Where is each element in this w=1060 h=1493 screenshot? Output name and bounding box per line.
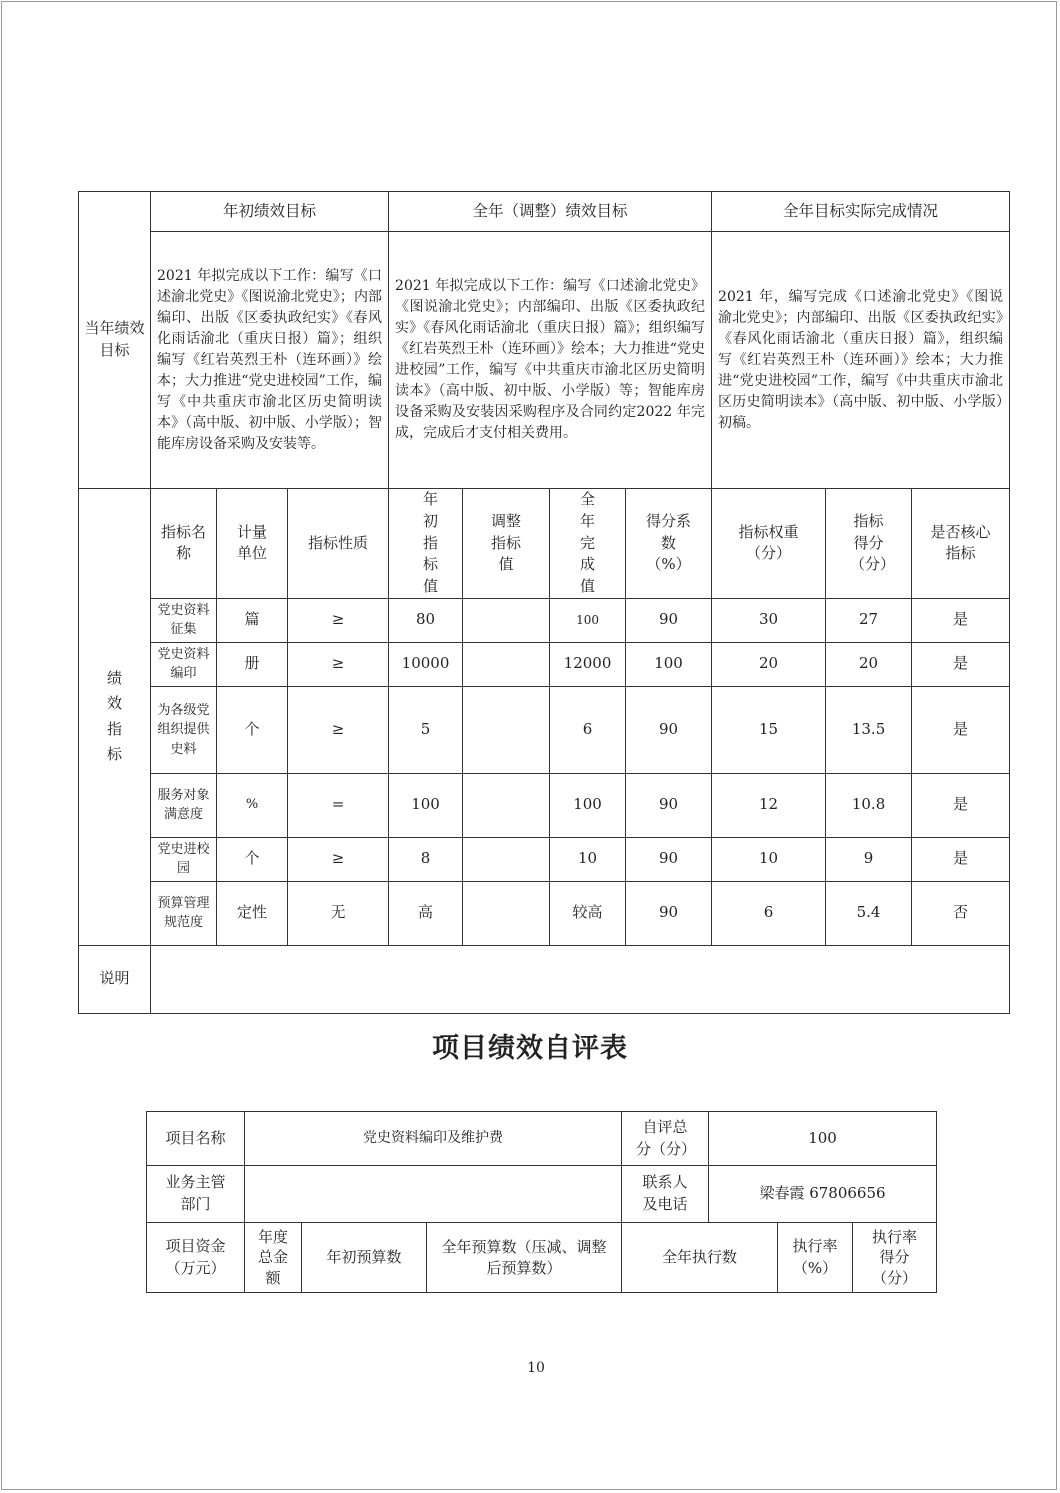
indicator-nature: ≥ — [288, 686, 389, 773]
col-header-initial: 年初绩效目标 — [151, 192, 389, 232]
indicator-row — [79, 837, 1010, 881]
goal-text-actual: 2021 年，编写完成《口述渝北党史》《图说渝北党史》；内部编印、出版《区委执政纪实》《春风化雨话渝北（重庆日报）篇》，组织编写《红岩英烈王朴（连环画）》绘本；大力推进“党史进校园”工作，编写《中共重庆市渝北区历史简明读本》（高中版、初中版、小学版）初稿。 — [712, 232, 1010, 489]
indicator-completed-value: 100 — [550, 773, 626, 837]
section-title: 项目绩效自评表 — [432, 1033, 628, 1064]
indicator-header: 指标得分（分） — [826, 489, 912, 599]
indicator-completed-value: 较高 — [550, 881, 626, 945]
contact-value: 梁春霞 67806656 — [709, 1166, 937, 1223]
indicator-score: 10.8 — [826, 773, 912, 837]
indicator-header: 调整指标值 — [463, 489, 550, 599]
indicator-core: 是 — [912, 598, 1010, 642]
indicator-unit: 篇 — [217, 598, 288, 642]
indicator-initial-value: 10000 — [389, 642, 463, 686]
indicator-score: 27 — [826, 598, 912, 642]
indicator-header: 得分系数（%） — [626, 489, 712, 599]
indicator-name: 党史进校园 — [151, 837, 217, 881]
indicator-header: 指标性质 — [288, 489, 389, 599]
indicator-name: 党史资料征集 — [151, 598, 217, 642]
indicator-score-coef: 90 — [626, 881, 712, 945]
indicator-header: 全年完成值 — [550, 489, 626, 599]
self-score-value: 100 — [709, 1112, 937, 1166]
row-label-goals: 当年绩效目标 — [79, 192, 151, 489]
goal-text-adjusted: 2021 年拟完成以下工作：编写《口述渝北党史》《图说渝北党史》；内部编印、出版《区委执政纪实》《春风化雨话渝北（重庆日报）篇》；组织编写《红岩英烈王朴（连环画）》绘本；大力推进“党史进校园”工作，编写《中共重庆市渝北区历史简明读本》（高中版、初中版、小学版）等；智能库房设备采购及安装因采购程序及合同约定2022 年完成，完成后才支付相关费用。 — [389, 232, 712, 489]
indicator-row — [79, 642, 1010, 686]
indicator-completed-value: 6 — [550, 686, 626, 773]
indicator-unit: 个 — [217, 837, 288, 881]
col-header-adjusted: 全年（调整）绩效目标 — [389, 192, 712, 232]
indicator-core: 是 — [912, 837, 1010, 881]
indicator-header: 指标名称 — [151, 489, 217, 599]
indicator-header: 计量单位 — [217, 489, 288, 599]
indicator-row — [79, 598, 1010, 642]
row-label-indicators — [79, 489, 151, 946]
indicator-name: 预算管理规范度 — [151, 881, 217, 945]
dept-label: 业务主管部门 — [147, 1166, 245, 1223]
indicator-score: 9 — [826, 837, 912, 881]
row-label-notes: 说明 — [79, 945, 151, 1013]
indicator-completed-value: 100 — [550, 598, 626, 642]
dept-value — [245, 1166, 622, 1223]
indicator-core: 是 — [912, 773, 1010, 837]
indicator-row — [79, 773, 1010, 837]
indicator-adjusted-value — [463, 773, 550, 837]
indicator-score: 5.4 — [826, 881, 912, 945]
col-header-actual: 全年目标实际完成情况 — [712, 192, 1010, 232]
self-score-label: 自评总分（分） — [622, 1112, 709, 1166]
funds-header: 年初预算数 — [302, 1223, 427, 1293]
indicator-name: 服务对象满意度 — [151, 773, 217, 837]
indicator-initial-value: 100 — [389, 773, 463, 837]
indicator-nature: 无 — [288, 881, 389, 945]
indicator-weight: 12 — [712, 773, 826, 837]
indicator-row — [79, 686, 1010, 773]
indicator-weight: 6 — [712, 881, 826, 945]
indicator-adjusted-value — [463, 598, 550, 642]
indicator-score-coef: 90 — [626, 773, 712, 837]
row-label-indicators-text: 绩效指标 — [107, 668, 123, 764]
indicator-header: 是否核心指标 — [912, 489, 1010, 599]
indicator-initial-value: 高 — [389, 881, 463, 945]
indicator-nature: ≥ — [288, 598, 389, 642]
goal-text-initial: 2021 年拟完成以下工作：编写《口述渝北党史》《图说渝北党史》；内部编印、出版《区委执政纪实》《春风化雨话渝北（重庆日报）篇》；组织编写《红岩英烈王朴（连环画）》绘本；大力推进“党史进校园”工作，编写《中共重庆市渝北区历史简明读本》（高中版、初中版、小学版）；智能库房设备采购及安装等。 — [151, 232, 389, 489]
indicator-initial-value: 8 — [389, 837, 463, 881]
indicator-unit: % — [217, 773, 288, 837]
funds-label: 项目资金（万元） — [147, 1223, 245, 1293]
indicator-name: 党史资料编印 — [151, 642, 217, 686]
notes-content — [151, 945, 1010, 1013]
indicator-weight: 15 — [712, 686, 826, 773]
indicator-weight: 20 — [712, 642, 826, 686]
indicator-weight: 30 — [712, 598, 826, 642]
indicator-core: 否 — [912, 881, 1010, 945]
indicator-adjusted-value — [463, 642, 550, 686]
indicator-initial-value: 80 — [389, 598, 463, 642]
indicator-nature: ≥ — [288, 642, 389, 686]
indicator-score: 20 — [826, 642, 912, 686]
indicator-name: 为各级党组织提供史料 — [151, 686, 217, 773]
funds-header: 执行率得分（分） — [853, 1223, 937, 1293]
page-number: 10 — [527, 1360, 545, 1376]
indicator-adjusted-value — [463, 686, 550, 773]
indicator-score-coef: 90 — [626, 686, 712, 773]
project-name-value: 党史资料编印及维护费 — [245, 1112, 622, 1166]
indicator-score: 13.5 — [826, 686, 912, 773]
indicator-completed-value: 10 — [550, 837, 626, 881]
indicator-nature: = — [288, 773, 389, 837]
funds-header: 全年执行数 — [622, 1223, 778, 1293]
performance-goals-table — [78, 191, 1010, 1014]
indicator-nature: ≥ — [288, 837, 389, 881]
funds-header: 全年预算数（压减、调整后预算数） — [427, 1223, 622, 1293]
project-name-label: 项目名称 — [147, 1112, 245, 1166]
indicator-score-coef: 100 — [626, 642, 712, 686]
indicator-unit: 定性 — [217, 881, 288, 945]
indicator-unit: 册 — [217, 642, 288, 686]
indicator-adjusted-value — [463, 881, 550, 945]
indicator-core: 是 — [912, 642, 1010, 686]
indicator-unit: 个 — [217, 686, 288, 773]
funds-header: 年度总金额 — [245, 1223, 302, 1293]
funds-header: 执行率（%） — [778, 1223, 853, 1293]
indicator-core: 是 — [912, 686, 1010, 773]
indicator-weight: 10 — [712, 837, 826, 881]
indicator-header: 指标权重（分） — [712, 489, 826, 599]
project-self-evaluation-table — [146, 1111, 937, 1293]
indicator-score-coef: 90 — [626, 598, 712, 642]
indicator-header: 年初指标值 — [389, 489, 463, 599]
indicator-initial-value: 5 — [389, 686, 463, 773]
contact-label: 联系人及电话 — [622, 1166, 709, 1223]
indicator-row — [79, 881, 1010, 945]
indicator-completed-value: 12000 — [550, 642, 626, 686]
indicator-score-coef: 90 — [626, 837, 712, 881]
indicator-adjusted-value — [463, 837, 550, 881]
